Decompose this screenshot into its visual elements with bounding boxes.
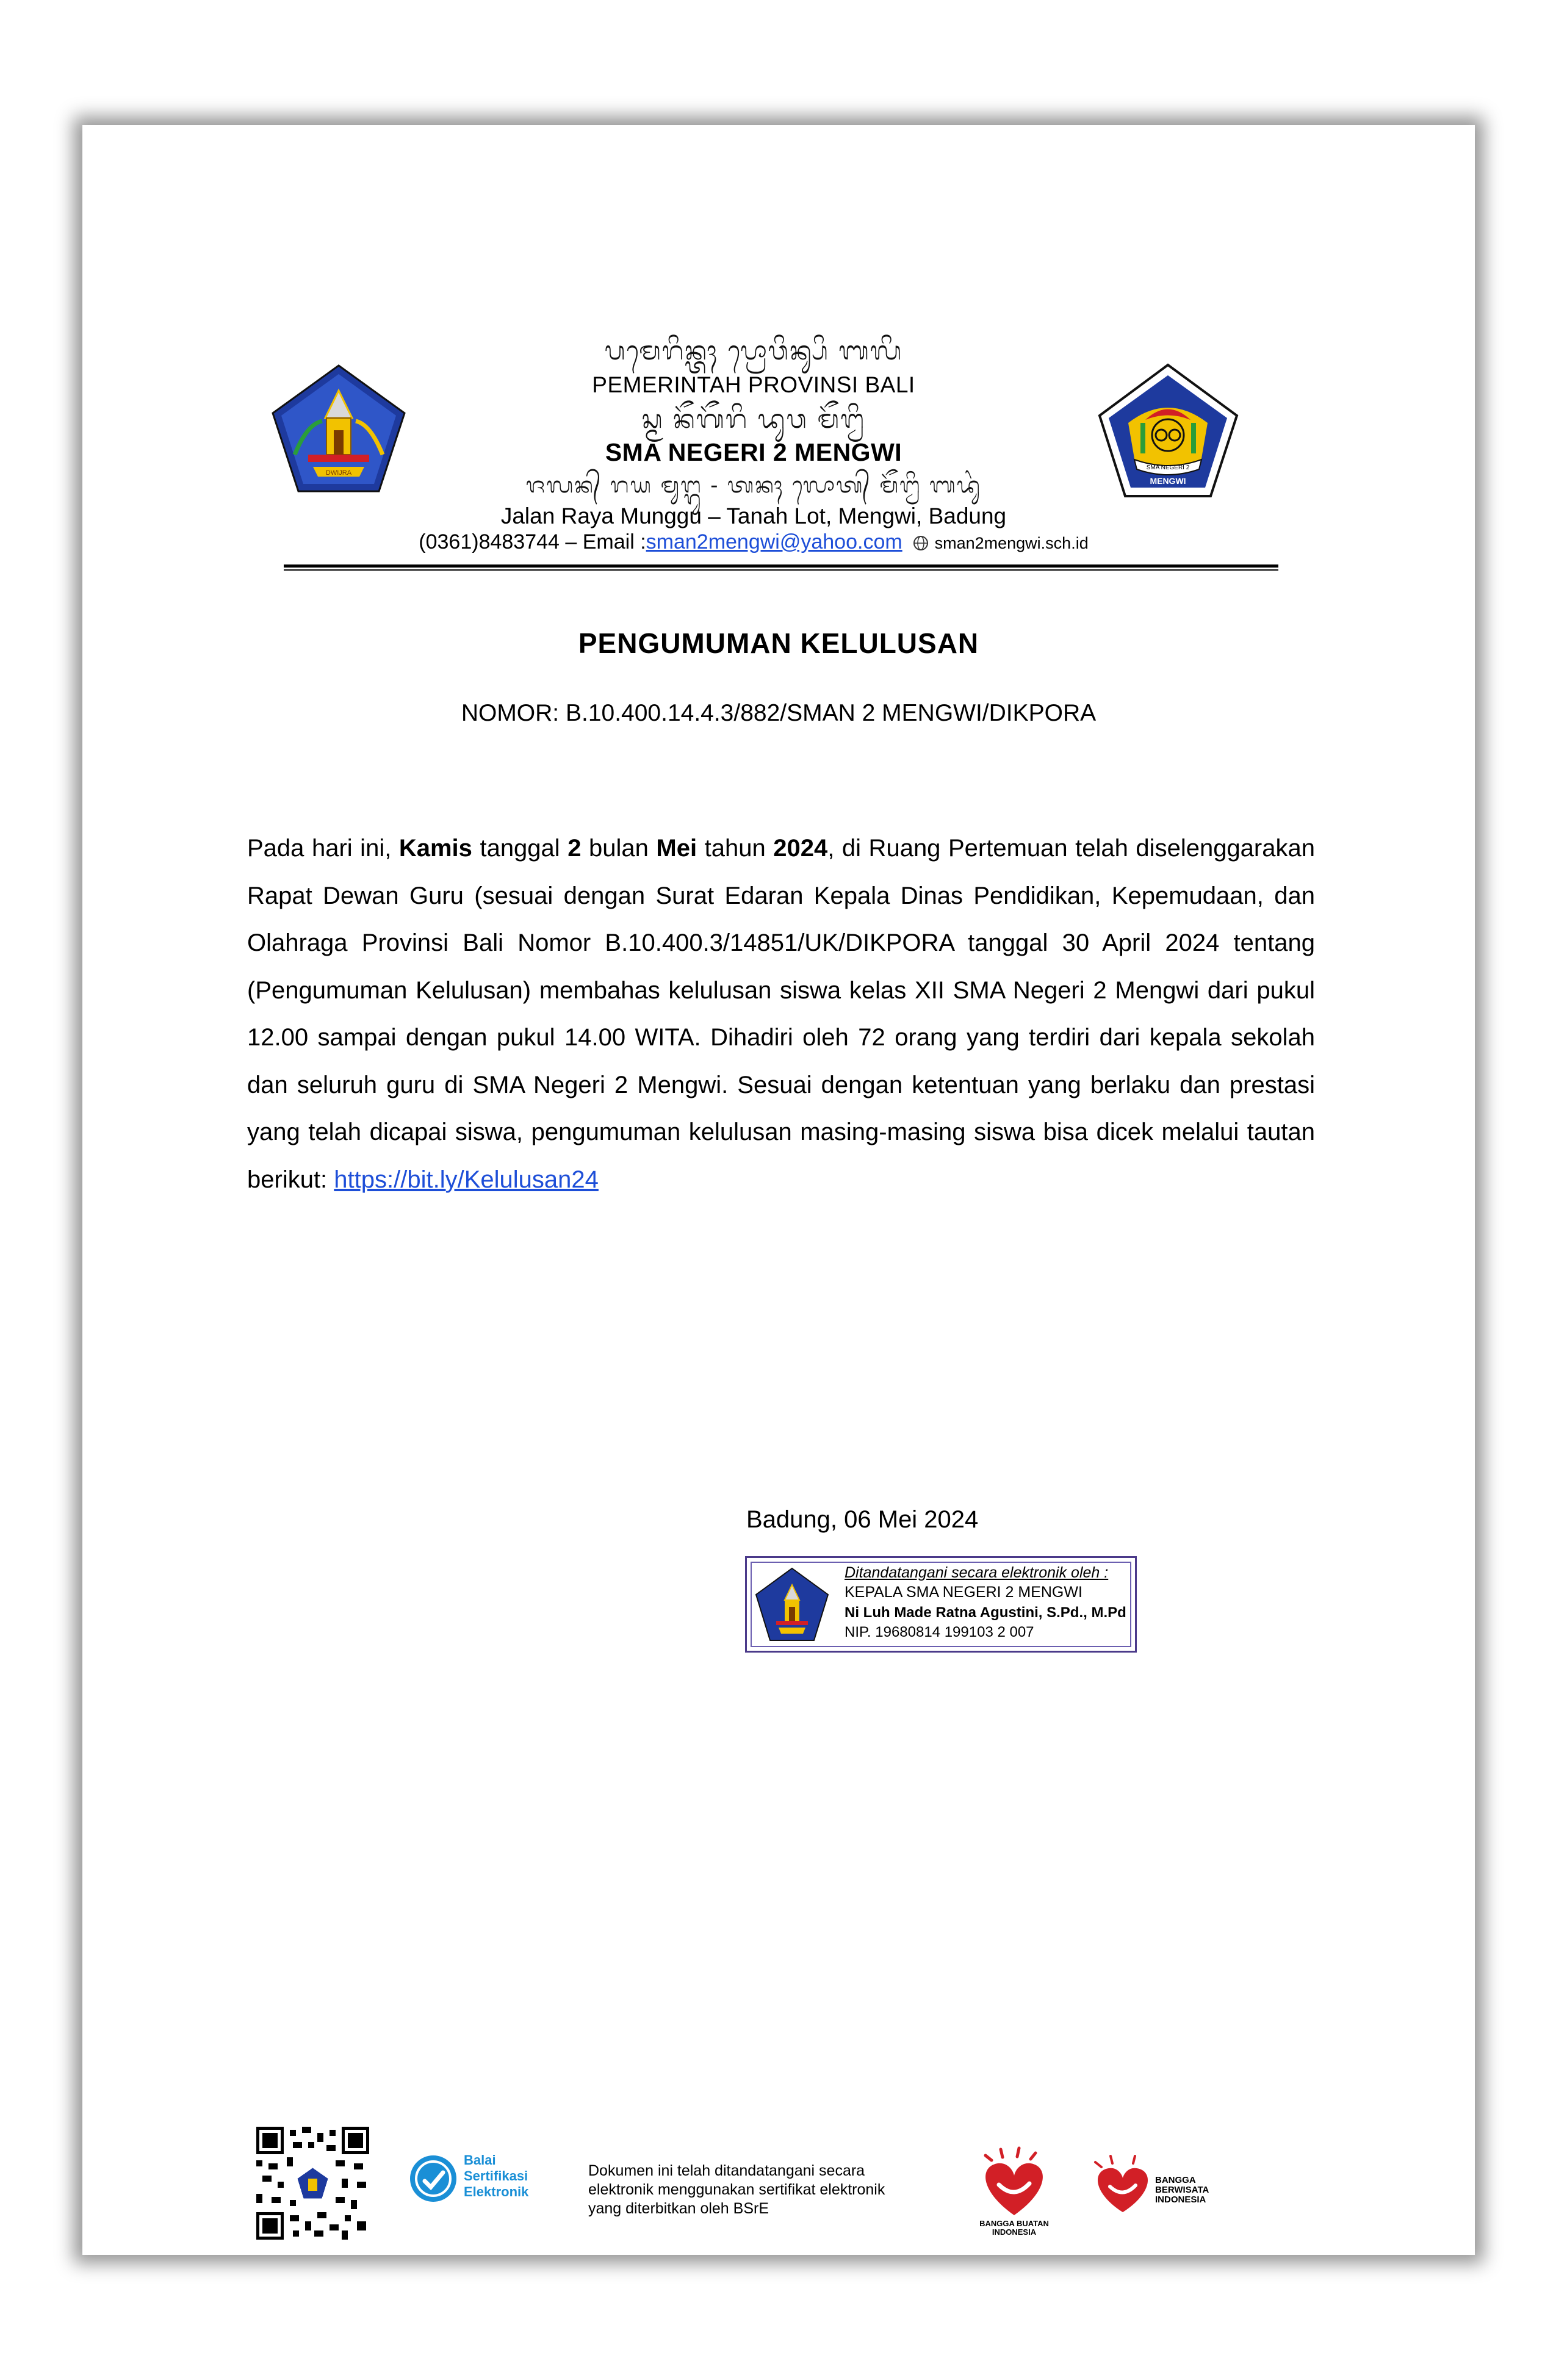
body-date: 2 <box>567 835 582 862</box>
body-day: Kamis <box>398 835 472 862</box>
right-logo-label: MENGWI <box>1150 476 1186 486</box>
bali-province-logo <box>270 363 408 494</box>
bbwi-label-1: BANGGA <box>1155 2175 1196 2185</box>
bbwi-label-3: INDONESIA <box>1155 2194 1206 2205</box>
graduation-result-link[interactable]: https://bit.ly/Kelulusan24 <box>334 1166 599 1193</box>
website-link[interactable]: sman2mengwi.sch.id <box>934 534 1089 552</box>
signature-position: KEPALA SMA NEGERI 2 MENGWI <box>845 1584 1082 1601</box>
bangga-berwisata-indonesia-logo <box>1083 2151 1214 2224</box>
qr-code-icon <box>256 2127 369 2240</box>
globe-icon <box>913 535 929 551</box>
balinese-script-line-2: ᬲ᭄ᬫ ᬦᭂᬕᭂᬭᬶ ᬤᬸᬯ ᬫᭂᬗ᭄ᬯᬶ <box>641 404 866 434</box>
bsre-note-line-3: yang diterbitkan oleh BSrE <box>588 2200 769 2217</box>
school-name: SMA NEGERI 2 MENGWI <box>605 438 902 466</box>
document-number: NOMOR: B.10.400.14.4.3/882/SMAN 2 MENGWI/DIKPORA <box>461 700 1097 726</box>
body-month: Mei <box>656 835 697 862</box>
email-link[interactable]: sman2mengwi@yahoo.com <box>646 530 902 554</box>
signature-name: Ni Luh Made Ratna Agustini, S.Pd., M.Pd <box>845 1604 1126 1621</box>
place-date: Badung, 06 Mei 2024 <box>746 1506 979 1533</box>
document-page <box>82 125 1475 2255</box>
right-logo-band: SMA NEGERI 2 <box>1146 464 1190 471</box>
bbi-label-1: BANGGA BUATAN <box>979 2219 1049 2228</box>
bsre-note-line-2: elektronik menggunakan sertifikat elektronik <box>588 2181 885 2198</box>
left-logo-label: DWIJRA <box>325 469 352 477</box>
body-text-1: Pada hari ini, <box>247 835 399 862</box>
bbi-label-2: INDONESIA <box>992 2227 1037 2237</box>
signature-emblem-icon <box>754 1567 830 1643</box>
bsre-name-line-1: Balai <box>464 2152 496 2168</box>
body-text-2: tanggal <box>472 835 568 862</box>
balinese-script-line-3: ᬚᬮᬦ᭄ ᬭᬬ ᬫᬸᬗ᭄ᬕᬸ - ᬢᬦᬄ ᬮᭀᬢ᭄ ᬫᭂᬗ᭄ᬯᬶ ᬩᬤᬸᬂ <box>525 473 982 498</box>
letterhead-rule-thin <box>284 569 1278 571</box>
body-year: 2024 <box>773 835 828 862</box>
bsre-note <box>588 2162 885 2218</box>
body-text-4: tahun <box>697 835 774 862</box>
body-text-3: bulan <box>581 835 657 862</box>
signature-signed-by: Ditandatangani secara elektronik oleh : <box>845 1564 1109 1581</box>
contact-line <box>412 530 1095 554</box>
signature-nip: NIP. 19680814 199103 2 007 <box>845 1624 1034 1640</box>
electronic-signature-box <box>745 1556 1137 1653</box>
bsre-name-line-3: Elektronik <box>464 2184 529 2199</box>
balinese-script-line-1: ᬧᬫᬾᬭᬶᬦ᭄ᬢᬄ ᬧ᭄ᬭᭀᬯᬶᬦ᭄ᬲᬶ ᬩᬮᬶ <box>604 336 903 366</box>
school-logo <box>1097 362 1240 499</box>
body-text-5: , di Ruang Pertemuan telah diselenggarakan Rapat Dewan Guru (sesuai dengan Surat Edaran Kepala Dinas Pendidikan, Kepemudaan, dan Olahraga Provinsi Bali Nomor B.10.400.3/14851/UK/DIKPORA tanggal 30 April 2024 tentang (Pengumuman Kelulusan) membahas kelulusan siswa kelas XII SMA Negeri 2 Mengwi dari pukul 12.00 sampai dengan pukul 14.00 WITA. Dihadiri oleh 72 orang yang terdiri dari kepala sekolah dan seluruh guru di SMA Negeri 2 Mengwi. Sesuai dengan ketentuan yang berlaku dan prestasi yang telah dicapai siswa, pengumuman kelulusan masing-masing siswa bisa dicek melalui tautan berikut: <box>247 835 1315 1193</box>
page-title: PENGUMUMAN KELULUSAN <box>578 627 979 659</box>
government-name: PEMERINTAH PROVINSI BALI <box>592 372 915 397</box>
bsre-name <box>464 2152 528 2200</box>
bsre-name-line-2: Sertifikasi <box>464 2168 528 2183</box>
announcement-body <box>247 825 1315 1203</box>
bbwi-label-2: BERWISATA <box>1155 2185 1209 2195</box>
school-address: Jalan Raya Munggu – Tanah Lot, Mengwi, Badung <box>500 503 1007 528</box>
bangga-buatan-indonesia-logo <box>967 2142 1062 2237</box>
bsre-logo-icon <box>409 2154 458 2203</box>
bsre-note-line-1: Dokumen ini telah ditandatangani secara <box>588 2162 865 2179</box>
letterhead-rule-thick <box>284 564 1278 568</box>
phone-number: (0361)8483744 – Email : <box>419 530 646 554</box>
